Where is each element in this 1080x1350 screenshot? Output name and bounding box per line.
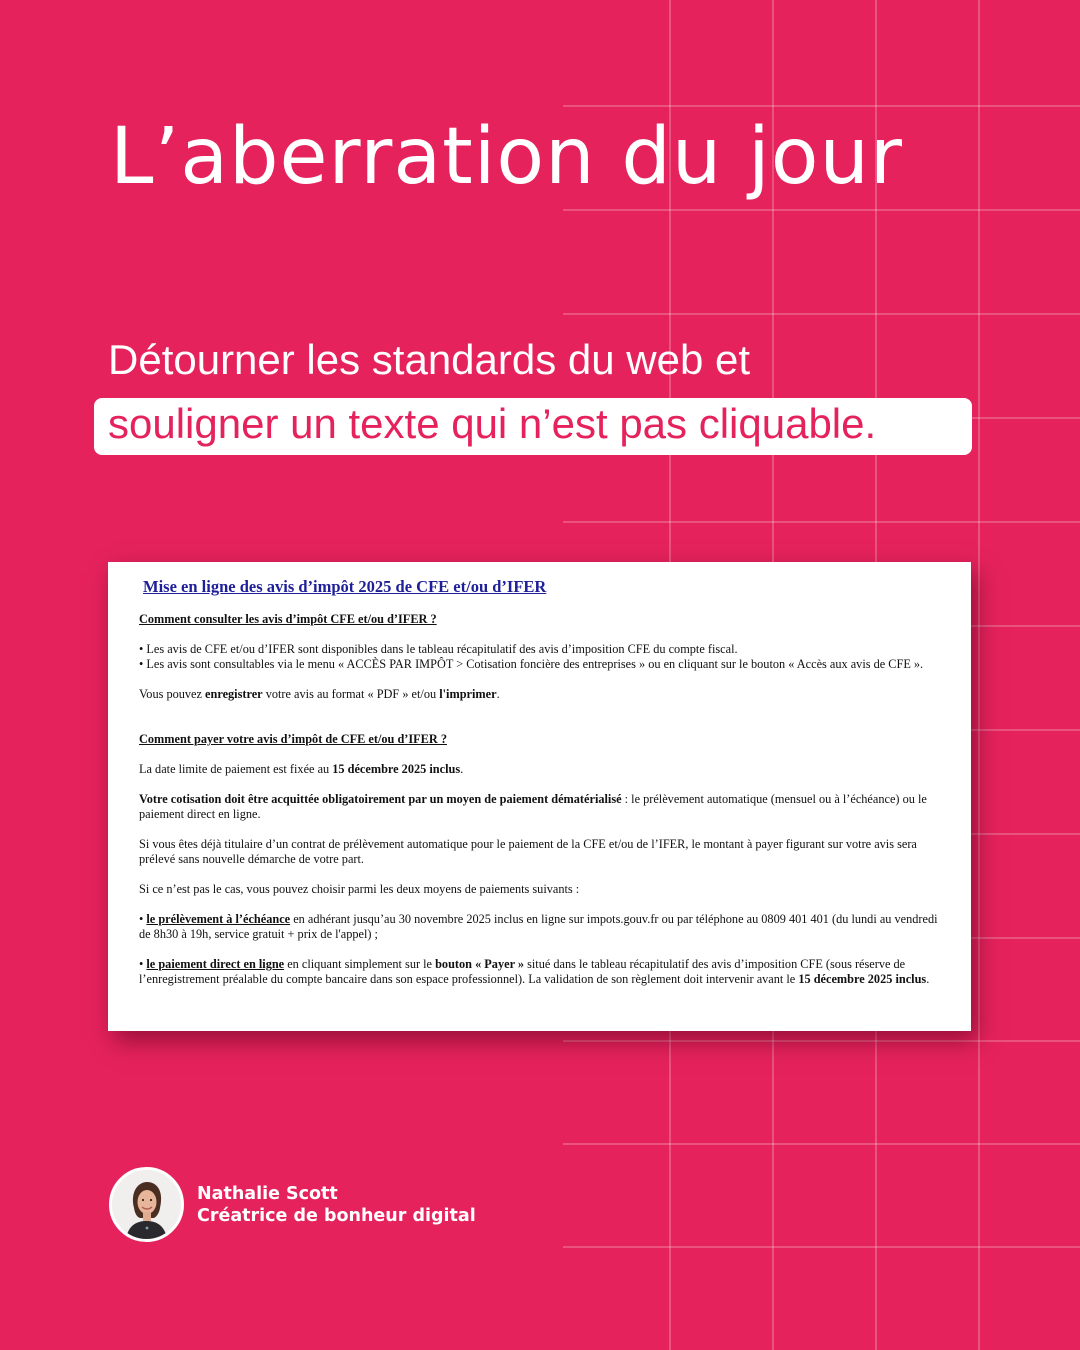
text: : le prélèvement automatique (mensuel ou à l’échéance) ou le paiement direct en ligne. bbox=[139, 792, 927, 821]
grid-line bbox=[978, 0, 980, 1350]
bold-text: 15 décembre 2025 inclus bbox=[798, 972, 927, 986]
bold-text: 15 décembre 2025 inclus bbox=[332, 762, 461, 776]
profile-photo-icon bbox=[112, 1170, 181, 1239]
grid-line bbox=[563, 1143, 1080, 1145]
author-role: Créatrice de bonheur digital bbox=[197, 1205, 476, 1226]
bold-text: enregistrer bbox=[205, 687, 263, 701]
consult-bullet-1: • Les avis de CFE et/ou d’IFER sont disponibles dans le tableau récapitulatif des avis d’imposition CFE du compte fiscal. bbox=[139, 642, 738, 656]
payment-option-1 bbox=[139, 912, 941, 942]
text: . bbox=[926, 972, 930, 986]
section-heading-consult: Comment consulter les avis d’impôt CFE et/ou d’IFER ? bbox=[139, 612, 437, 626]
grid-line bbox=[563, 209, 1080, 211]
fake-link-underlined-text: le prélèvement à l’échéance bbox=[146, 912, 291, 926]
deadline-text bbox=[139, 762, 941, 777]
bold-text: l'imprimer bbox=[439, 687, 497, 701]
grid-line bbox=[563, 1246, 1080, 1248]
bullet: • bbox=[139, 912, 147, 926]
save-print-text bbox=[139, 687, 941, 702]
consult-bullet-2: • Les avis sont consultables via le menu « ACCÈS PAR IMPÔT > Cotisation foncière des entreprises » ou en cliquant sur le bouton « Accès aux avis de CFE ». bbox=[139, 657, 924, 671]
avatar bbox=[109, 1167, 184, 1242]
obligation-text bbox=[139, 792, 941, 822]
grid-line bbox=[563, 105, 1080, 107]
bullet: • bbox=[139, 957, 147, 971]
bold-text: Votre cotisation doit être acquittée obligatoirement par un moyen de paiement dématérialisé bbox=[139, 792, 622, 806]
subtitle-line: Détourner les standards du web et bbox=[108, 336, 751, 383]
card-title: Mise en ligne des avis d’impôt 2025 de CFE et/ou d’IFER bbox=[143, 577, 547, 596]
section-heading-pay: Comment payer votre avis d’impôt de CFE et/ou d’IFER ? bbox=[139, 732, 447, 746]
text: . bbox=[496, 687, 500, 701]
subtitle-highlighted-line: souligner un texte qui n’est pas cliquable. bbox=[108, 400, 877, 447]
screenshot-card bbox=[108, 562, 971, 1031]
existing-contract-text: Si vous êtes déjà titulaire d’un contrat de prélèvement automatique pour le paiement de la CFE et/ou de l’IFER, le montant à payer figurant sur votre avis sera prélevé sans nouvelle démarche de votre part. bbox=[139, 837, 917, 866]
text: . bbox=[460, 762, 464, 776]
text: situé dans le tableau récapitulatif des avis d’imposition CFE (sous réserve de l’enregistrement préalable du compte bancaire dans son espace professionnel). La validation de son règlement doit intervenir avant le bbox=[139, 957, 906, 986]
grid-line bbox=[563, 521, 1080, 523]
text: Vous pouvez bbox=[139, 687, 206, 701]
page-title: L’aberration du jour bbox=[110, 112, 903, 202]
text: votre avis au format « PDF » et/ou bbox=[262, 687, 440, 701]
fake-link-underlined-text: le paiement direct en ligne bbox=[146, 957, 285, 971]
author-name: Nathalie Scott bbox=[197, 1183, 338, 1204]
otherwise-text: Si ce n’est pas le cas, vous pouvez choisir parmi les deux moyens de paiements suivants : bbox=[139, 882, 580, 896]
text: en adhérant jusqu’au 30 novembre 2025 inclus en ligne sur impots.gouv.fr ou par téléphone au 0809 401 401 (du lundi au vendredi de 8h30 à 19h, service gratuit + prix de l'appel) ; bbox=[139, 912, 938, 941]
bold-text: bouton « Payer » bbox=[435, 957, 525, 971]
text: La date limite de paiement est fixée au bbox=[139, 762, 333, 776]
text: en cliquant simplement sur le bbox=[284, 957, 436, 971]
author-signature bbox=[109, 1167, 476, 1242]
grid-line bbox=[563, 1040, 1080, 1042]
payment-option-2 bbox=[139, 957, 941, 987]
grid-line bbox=[563, 313, 1080, 315]
